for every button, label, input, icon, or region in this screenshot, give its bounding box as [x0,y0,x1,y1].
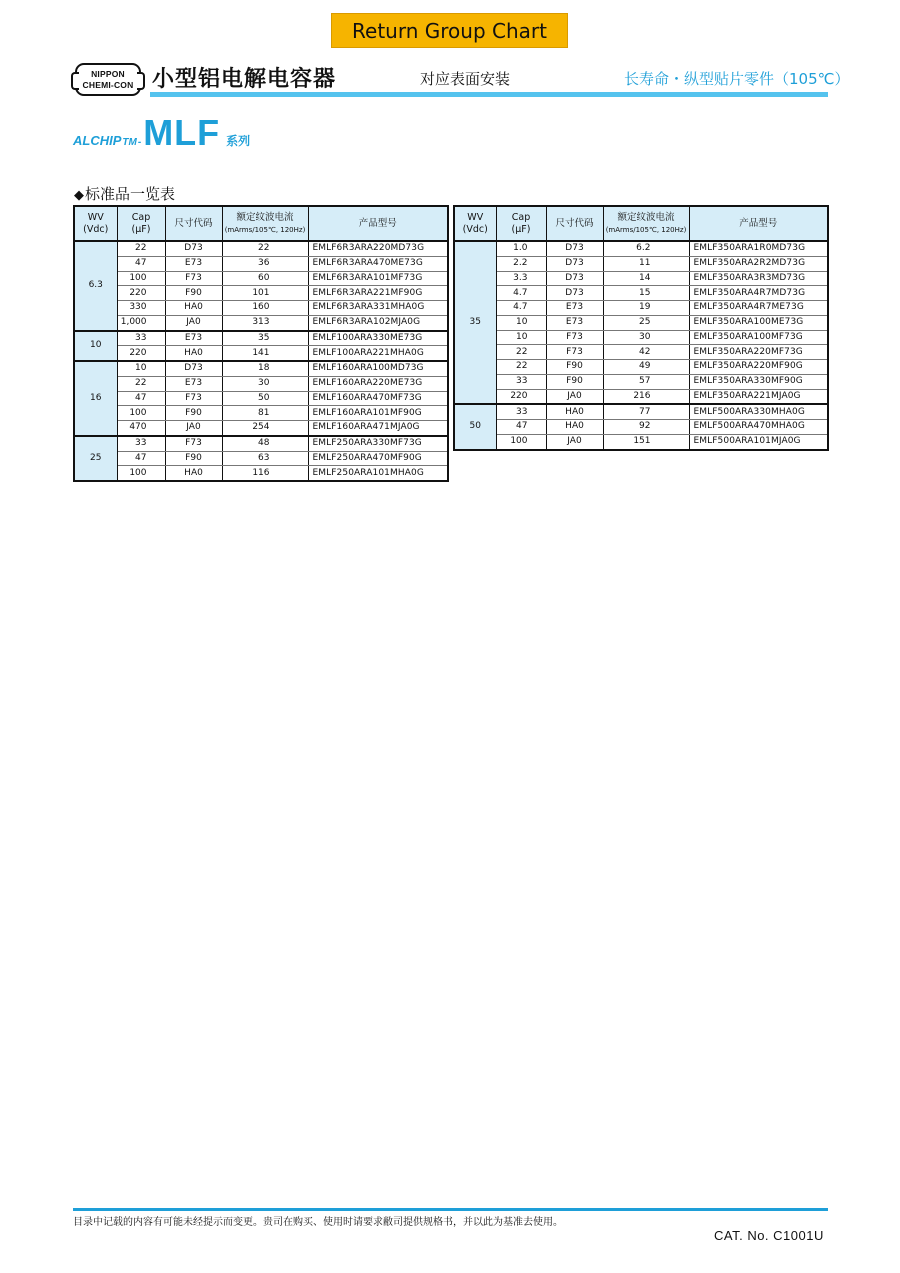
size-cell: HA0 [546,420,603,435]
size-cell: F90 [165,286,222,301]
part-cell: EMLF350ARA100ME73G [689,315,828,330]
cap-cell: 470 [117,421,165,436]
ripple-cell: 25 [603,315,689,330]
cap-cell: 33 [117,436,165,451]
mount-type-label: 对应表面安装 [420,70,511,88]
part-cell: EMLF350ARA100MF73G [689,330,828,345]
table-row [74,301,448,316]
size-cell: E73 [165,331,222,346]
standard-ratings-table-right [453,205,829,451]
wv-cell: 25 [74,436,117,481]
part-cell: EMLF500ARA330MHA0G [689,404,828,419]
ripple-cell: 14 [603,271,689,286]
size-cell: D73 [546,271,603,286]
series-name: MLF [143,112,221,153]
ripple-cell: 19 [603,301,689,316]
ripple-cell: 30 [603,330,689,345]
table-row [454,241,828,256]
table-row [454,345,828,360]
cap-cell: 2.2 [496,256,546,271]
table-row [454,374,828,389]
part-cell: EMLF350ARA1R0MD73G [689,241,828,256]
ripple-cell: 101 [222,286,308,301]
part-cell: EMLF350ARA220MF90G [689,360,828,375]
col-header-ripple: 额定纹波电流 (mArms/105℃, 120Hz) [222,206,308,241]
wv-cell: 16 [74,361,117,436]
cap-cell: 47 [117,256,165,271]
section-heading [74,183,175,204]
cap-cell: 22 [117,376,165,391]
ripple-cell: 11 [603,256,689,271]
part-cell: EMLF350ARA220MF73G [689,345,828,360]
size-cell: D73 [546,256,603,271]
wv-cell: 35 [454,241,496,404]
series-dash: - [137,137,142,148]
part-cell: EMLF6R3ARA221MF90G [308,286,448,301]
size-cell: HA0 [165,301,222,316]
size-cell: D73 [546,286,603,301]
cap-cell: 100 [496,434,546,449]
part-cell: EMLF6R3ARA470ME73G [308,256,448,271]
size-cell: E73 [546,315,603,330]
table-row [74,256,448,271]
logo-line-1: NIPPON [91,68,125,79]
size-cell: JA0 [546,434,603,449]
size-cell: JA0 [546,389,603,404]
table-row [74,436,448,451]
table-row [454,286,828,301]
cap-cell: 220 [117,346,165,361]
cap-cell: 100 [117,466,165,481]
part-cell: EMLF160ARA100MD73G [308,361,448,376]
table-row [454,271,828,286]
col-header-size: 尺寸代码 [546,206,603,241]
cap-cell: 4.7 [496,286,546,301]
part-cell: EMLF100ARA221MHA0G [308,346,448,361]
ripple-cell: 254 [222,421,308,436]
trademark-mark: TM [122,137,137,148]
ripple-cell: 77 [603,404,689,419]
series-heading [73,112,250,154]
size-cell: E73 [165,256,222,271]
table-row [454,301,828,316]
footer-divider [73,1208,828,1211]
col-header-cap: Cap (μF) [117,206,165,241]
size-cell: F73 [165,391,222,406]
cap-cell: 22 [117,241,165,256]
size-cell: D73 [546,241,603,256]
table-row [454,420,828,435]
part-cell: EMLF350ARA221MJA0G [689,389,828,404]
cap-cell: 10 [496,315,546,330]
cap-cell: 47 [496,420,546,435]
part-cell: EMLF6R3ARA331MHA0G [308,301,448,316]
part-cell: EMLF100ARA330ME73G [308,331,448,346]
table-row [74,346,448,361]
wv-cell: 10 [74,331,117,362]
ripple-cell: 6.2 [603,241,689,256]
ripple-cell: 151 [603,434,689,449]
size-cell: JA0 [165,315,222,330]
ripple-cell: 63 [222,451,308,466]
table-row [454,404,828,419]
col-header-cap: Cap (μF) [496,206,546,241]
part-cell: EMLF350ARA4R7ME73G [689,301,828,316]
part-cell: EMLF500ARA101MJA0G [689,434,828,449]
col-header-wv: WV (Vdc) [454,206,496,241]
cap-cell: 47 [117,391,165,406]
part-cell: EMLF160ARA101MF90G [308,406,448,421]
cap-cell: 4.7 [496,301,546,316]
part-cell: EMLF6R3ARA101MF73G [308,271,448,286]
brand-name: ALCHIP [73,133,122,148]
cap-cell: 220 [496,389,546,404]
cap-cell: 3.3 [496,271,546,286]
table-row [454,330,828,345]
part-cell: EMLF160ARA470MF73G [308,391,448,406]
ripple-cell: 36 [222,256,308,271]
table-row [454,389,828,404]
size-cell: F73 [165,436,222,451]
nippon-chemicon-logo [75,63,141,96]
cap-cell: 33 [117,331,165,346]
part-cell: EMLF6R3ARA220MD73G [308,241,448,256]
col-header-ripple: 额定纹波电流 (mArms/105℃, 120Hz) [603,206,689,241]
cap-cell: 33 [496,404,546,419]
size-cell: F73 [546,330,603,345]
cap-cell: 22 [496,345,546,360]
table-row [454,360,828,375]
table-row [454,315,828,330]
ripple-cell: 30 [222,376,308,391]
diamond-bullet-icon: ◆ [74,188,84,203]
ripple-cell: 81 [222,406,308,421]
ripple-cell: 49 [603,360,689,375]
table-row [74,241,448,256]
cap-cell: 10 [496,330,546,345]
size-cell: F90 [165,451,222,466]
cap-cell: 33 [496,374,546,389]
section-title: 标准品一览表 [85,185,176,203]
table-row [74,271,448,286]
table-row [74,406,448,421]
size-cell: D73 [165,241,222,256]
wv-cell: 6.3 [74,241,117,331]
col-header-part: 产品型号 [689,206,828,241]
ripple-cell: 48 [222,436,308,451]
size-cell: F73 [546,345,603,360]
footer-disclaimer: 目录中记载的内容有可能未经提示而变更。贵司在购买、使用时请要求敝司提供规格书，并以此为基准去使用。 [73,1217,563,1228]
cap-cell: 330 [117,301,165,316]
part-cell: EMLF160ARA220ME73G [308,376,448,391]
part-cell: EMLF350ARA3R3MD73G [689,271,828,286]
cap-cell: 100 [117,271,165,286]
size-cell: HA0 [546,404,603,419]
cap-cell: 1,000 [117,315,165,330]
part-cell: EMLF250ARA330MF73G [308,436,448,451]
ripple-cell: 35 [222,331,308,346]
ripple-cell: 92 [603,420,689,435]
table-row [454,434,828,449]
col-header-wv: WV (Vdc) [74,206,117,241]
wv-cell: 50 [454,404,496,449]
table-row [74,391,448,406]
feature-label: 长寿命・纵型贴片零件（105℃） [624,70,850,88]
table-row [74,361,448,376]
size-cell: F90 [165,406,222,421]
size-cell: F90 [546,374,603,389]
catalog-number: CAT. No. C1001U [714,1228,824,1243]
part-cell: EMLF350ARA4R7MD73G [689,286,828,301]
cap-cell: 100 [117,406,165,421]
ripple-cell: 141 [222,346,308,361]
ripple-cell: 15 [603,286,689,301]
ripple-cell: 18 [222,361,308,376]
cap-cell: 22 [496,360,546,375]
part-cell: EMLF160ARA471MJA0G [308,421,448,436]
cap-cell: 10 [117,361,165,376]
part-cell: EMLF500ARA470MHA0G [689,420,828,435]
ripple-cell: 50 [222,391,308,406]
size-cell: JA0 [165,421,222,436]
table-row [74,315,448,330]
ripple-cell: 313 [222,315,308,330]
ripple-cell: 22 [222,241,308,256]
col-header-part: 产品型号 [308,206,448,241]
size-cell: D73 [165,361,222,376]
table-row [74,331,448,346]
size-cell: HA0 [165,346,222,361]
size-cell: F90 [546,360,603,375]
logo-line-2: CHEMI-CON [82,79,134,90]
cap-cell: 1.0 [496,241,546,256]
part-cell: EMLF250ARA470MF90G [308,451,448,466]
ripple-cell: 216 [603,389,689,404]
part-cell: EMLF350ARA330MF90G [689,374,828,389]
table-row [74,421,448,436]
table-header [74,206,448,241]
size-cell: HA0 [165,466,222,481]
table-row [74,451,448,466]
page-title: 小型铝电解电容器 [152,67,337,92]
ripple-cell: 60 [222,271,308,286]
table-row [74,376,448,391]
part-cell: EMLF350ARA2R2MD73G [689,256,828,271]
ripple-cell: 160 [222,301,308,316]
cap-cell: 47 [117,451,165,466]
table-row [454,256,828,271]
col-header-size: 尺寸代码 [165,206,222,241]
standard-ratings-table-left [73,205,449,482]
part-cell: EMLF6R3ARA102MJA0G [308,315,448,330]
ripple-cell: 116 [222,466,308,481]
size-cell: E73 [165,376,222,391]
return-group-chart-button[interactable]: Return Group Chart [331,13,568,48]
table-row [74,466,448,481]
ripple-cell: 42 [603,345,689,360]
size-cell: E73 [546,301,603,316]
part-cell: EMLF250ARA101MHA0G [308,466,448,481]
ripple-cell: 57 [603,374,689,389]
title-divider [150,92,828,97]
cap-cell: 220 [117,286,165,301]
table-row [74,286,448,301]
size-cell: F73 [165,271,222,286]
series-suffix: 系列 [226,134,251,148]
table-header [454,206,828,241]
